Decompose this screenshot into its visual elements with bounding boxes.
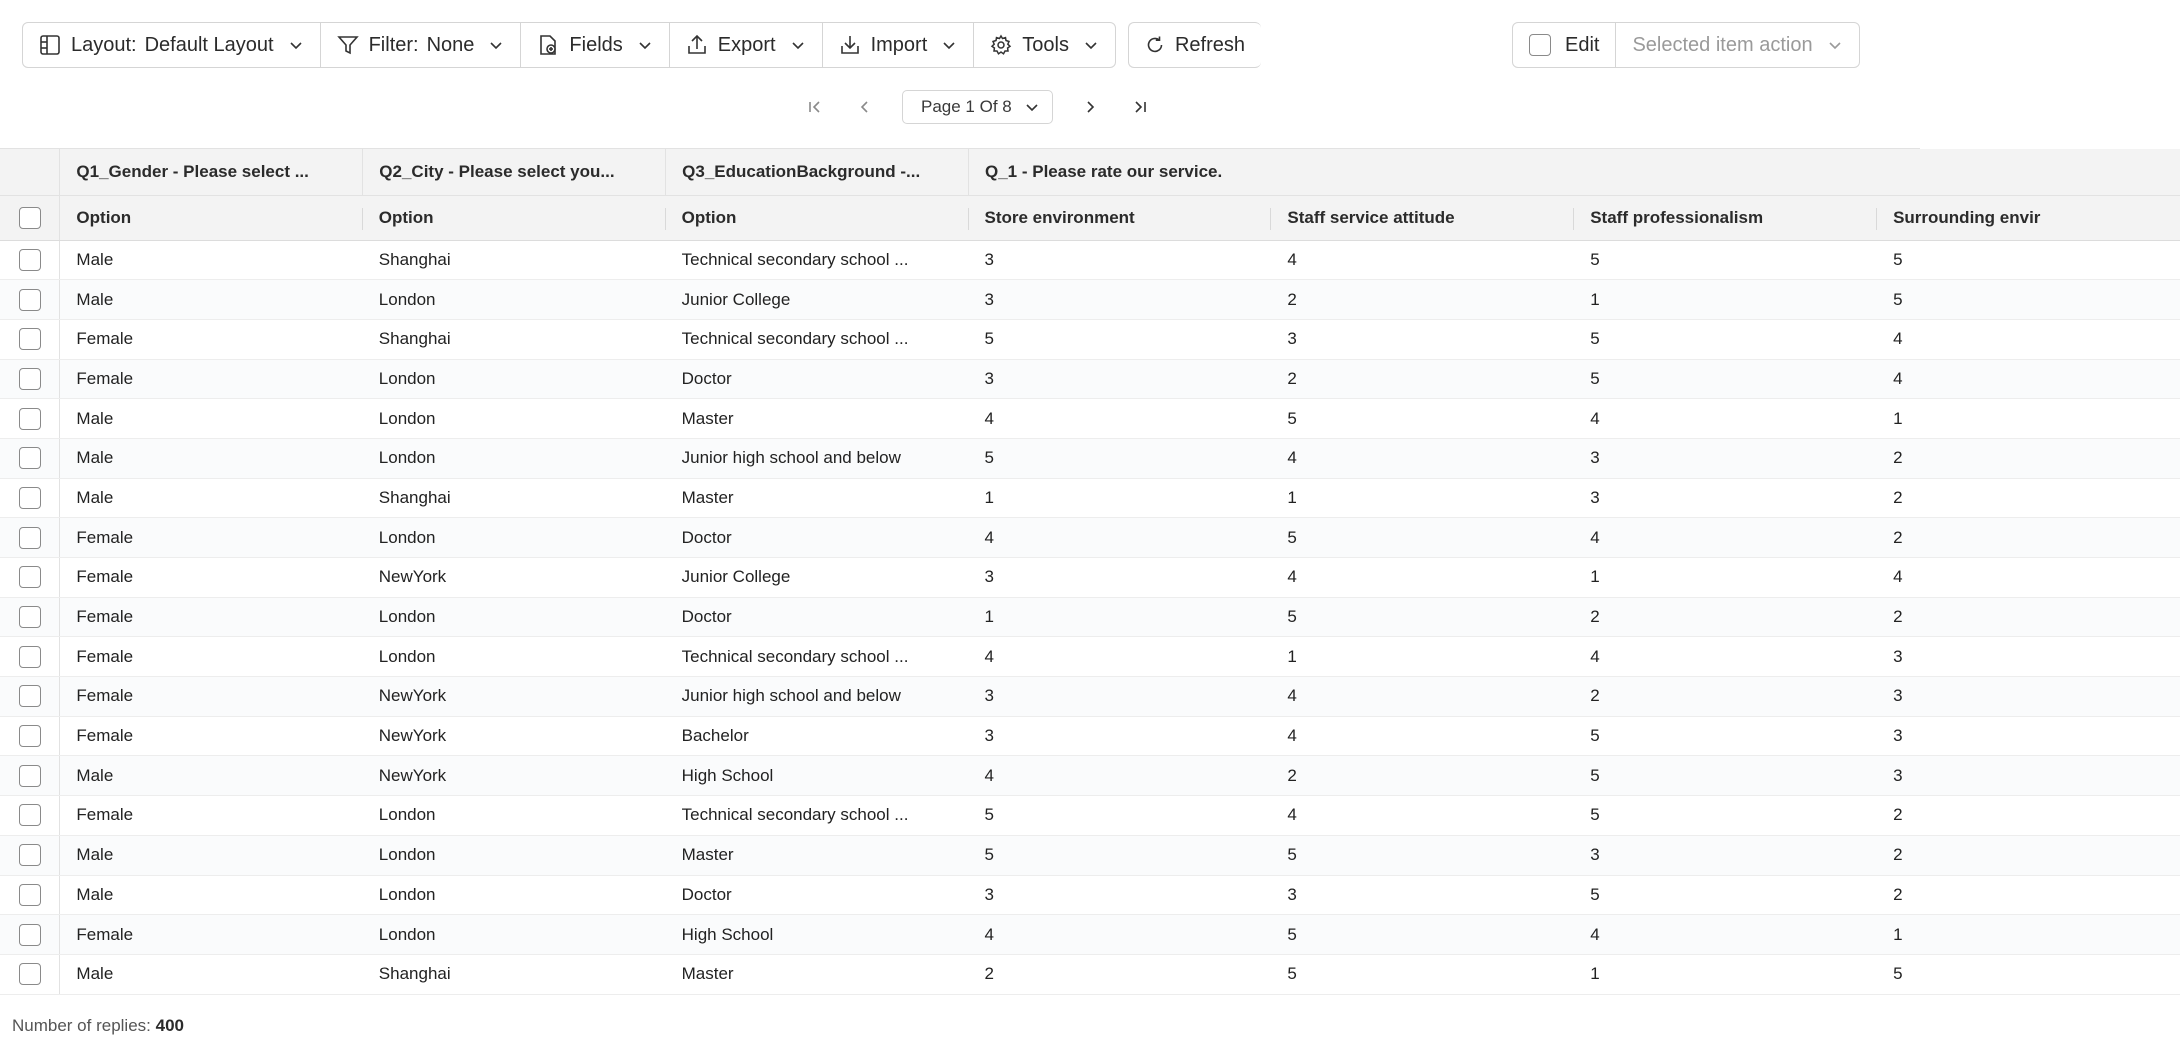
row-checkbox[interactable]	[19, 765, 41, 787]
table-cell[interactable]: Female	[60, 637, 363, 677]
reply-count-label: Number of replies:	[12, 1016, 151, 1035]
page-select-label: Page 1 Of 8	[921, 97, 1012, 116]
table-row[interactable]	[0, 399, 2180, 439]
table-cell[interactable]: 4	[969, 399, 1272, 439]
row-checkbox[interactable]	[19, 447, 41, 469]
table-cell[interactable]: 3	[969, 280, 1272, 320]
column-header[interactable]: Store environment	[969, 195, 1272, 240]
table-cell[interactable]: 4	[1877, 558, 2180, 598]
table-cell[interactable]: 5	[1574, 756, 1877, 796]
group-header-spacer	[0, 149, 60, 195]
table-cell[interactable]: 3	[969, 716, 1272, 756]
table-cell[interactable]: Doctor	[666, 518, 969, 558]
row-checkbox[interactable]	[19, 249, 41, 271]
edit-label: Edit	[1565, 33, 1600, 56]
table-row[interactable]	[0, 280, 2180, 320]
last-page-icon[interactable]	[1123, 90, 1157, 124]
refresh-icon	[1145, 35, 1165, 55]
table-cell[interactable]: Technical secondary school ...	[666, 637, 969, 677]
table-cell[interactable]: 2	[1877, 835, 2180, 875]
select-all-cell	[0, 195, 60, 240]
row-checkbox[interactable]	[19, 289, 41, 311]
table-cell[interactable]: 3	[969, 359, 1272, 399]
table-cell[interactable]: London	[363, 399, 666, 439]
table-cell[interactable]: 5	[1877, 280, 2180, 320]
table-cell[interactable]: 4	[1574, 915, 1877, 955]
chevron-down-icon	[1827, 37, 1843, 53]
table-cell[interactable]: Master	[666, 835, 969, 875]
table-cell[interactable]: Female	[60, 359, 363, 399]
table-cell[interactable]: London	[363, 796, 666, 836]
table-cell[interactable]: London	[363, 280, 666, 320]
layout-icon	[39, 34, 61, 56]
chevron-down-icon	[488, 37, 504, 53]
row-select-cell	[0, 875, 60, 915]
table-cell[interactable]: High School	[666, 915, 969, 955]
group-header-q-rating: Q_1 - Please rate our service.	[969, 149, 2180, 195]
table-cell[interactable]: 4	[1574, 399, 1877, 439]
page-select[interactable]	[902, 90, 1053, 124]
table-cell[interactable]: Doctor	[666, 875, 969, 915]
table-cell[interactable]: Shanghai	[363, 240, 666, 280]
table-row[interactable]	[0, 716, 2180, 756]
table-cell[interactable]: 2	[1877, 518, 2180, 558]
table-row[interactable]	[0, 478, 2180, 518]
row-select-cell	[0, 478, 60, 518]
table-cell[interactable]: 5	[969, 835, 1272, 875]
filter-icon	[337, 34, 359, 56]
table-cell[interactable]: Male	[60, 280, 363, 320]
filter-value: None	[426, 33, 475, 56]
table-cell[interactable]: London	[363, 359, 666, 399]
table-cell[interactable]: 2	[1877, 478, 2180, 518]
table-cell[interactable]: 5	[1271, 518, 1574, 558]
row-checkbox[interactable]	[19, 527, 41, 549]
row-checkbox[interactable]	[19, 606, 41, 628]
table-cell[interactable]: Master	[666, 399, 969, 439]
edit-checkbox[interactable]	[1529, 34, 1551, 56]
group-header-q1: Q1_Gender - Please select ...	[60, 149, 363, 195]
filter-dropdown[interactable]	[321, 23, 522, 67]
row-checkbox[interactable]	[19, 646, 41, 668]
table-cell[interactable]: 2	[1271, 280, 1574, 320]
table-cell[interactable]: Junior high school and below	[666, 438, 969, 478]
table-cell[interactable]: Male	[60, 240, 363, 280]
import-icon	[839, 34, 861, 56]
table-cell[interactable]: Bachelor	[666, 716, 969, 756]
row-select-cell	[0, 280, 60, 320]
table-cell[interactable]: 5	[1574, 359, 1877, 399]
first-page-icon[interactable]	[798, 90, 832, 124]
table-cell[interactable]: Male	[60, 399, 363, 439]
group-header-q3: Q3_EducationBackground -...	[666, 149, 969, 195]
row-checkbox[interactable]	[19, 685, 41, 707]
table-cell[interactable]: NewYork	[363, 558, 666, 598]
table-cell[interactable]: 3	[1877, 637, 2180, 677]
row-select-cell	[0, 399, 60, 439]
table-cell[interactable]: Female	[60, 796, 363, 836]
table-cell[interactable]: London	[363, 597, 666, 637]
table-cell[interactable]: 2	[1574, 597, 1877, 637]
chevron-down-icon	[790, 37, 806, 53]
table-cell[interactable]: 4	[969, 915, 1272, 955]
export-dropdown[interactable]	[670, 23, 823, 67]
table-cell[interactable]: 5	[1271, 399, 1574, 439]
table-cell[interactable]: 4	[969, 756, 1272, 796]
table-cell[interactable]: 3	[1574, 478, 1877, 518]
table-cell[interactable]: Technical secondary school ...	[666, 796, 969, 836]
table-cell[interactable]: High School	[666, 756, 969, 796]
table-cell[interactable]: 3	[1574, 835, 1877, 875]
table-row[interactable]	[0, 319, 2180, 359]
responses-table-container[interactable]	[0, 148, 2041, 984]
table-cell[interactable]: 2	[1271, 756, 1574, 796]
table-row[interactable]	[0, 677, 2180, 717]
responses-table	[0, 149, 2180, 995]
table-cell[interactable]: Male	[60, 438, 363, 478]
gear-icon	[990, 34, 1012, 56]
tools-dropdown[interactable]	[974, 23, 1115, 67]
chevron-down-icon	[1083, 37, 1099, 53]
toolbar	[22, 22, 1261, 68]
table-cell[interactable]: Female	[60, 518, 363, 558]
row-checkbox[interactable]	[19, 566, 41, 588]
selected-item-action-dropdown[interactable]	[1616, 23, 1858, 67]
table-cell[interactable]: Doctor	[666, 359, 969, 399]
table-cell[interactable]: Master	[666, 954, 969, 994]
select-all-checkbox[interactable]	[19, 207, 41, 229]
table-cell[interactable]: 5	[1574, 240, 1877, 280]
table-cell[interactable]: 2	[1877, 597, 2180, 637]
table-cell[interactable]: 3	[1271, 875, 1574, 915]
table-cell[interactable]: 5	[1271, 954, 1574, 994]
table-cell[interactable]: 4	[1574, 637, 1877, 677]
toolbar-button-group	[22, 22, 1116, 68]
table-row[interactable]	[0, 875, 2180, 915]
import-dropdown[interactable]	[823, 23, 975, 67]
table-cell[interactable]: 4	[1271, 558, 1574, 598]
table-cell[interactable]: 1	[1574, 558, 1877, 598]
table-cell[interactable]: 4	[1877, 319, 2180, 359]
table-cell[interactable]: 5	[1271, 597, 1574, 637]
table-cell[interactable]: Shanghai	[363, 319, 666, 359]
table-cell[interactable]: 1	[1271, 478, 1574, 518]
table-cell[interactable]: London	[363, 835, 666, 875]
pagination	[790, 90, 1165, 124]
question-header-row	[0, 149, 2180, 195]
table-cell[interactable]: 3	[969, 677, 1272, 717]
table-cell[interactable]: 3	[969, 875, 1272, 915]
row-select-cell	[0, 756, 60, 796]
row-checkbox[interactable]	[19, 884, 41, 906]
table-cell[interactable]: 4	[1877, 359, 2180, 399]
table-cell[interactable]: 5	[1271, 915, 1574, 955]
column-header[interactable]: Option	[363, 195, 666, 240]
row-select-cell	[0, 835, 60, 875]
table-row[interactable]	[0, 438, 2180, 478]
row-select-cell	[0, 558, 60, 598]
row-select-cell	[0, 240, 60, 280]
table-cell[interactable]: NewYork	[363, 716, 666, 756]
row-select-cell	[0, 677, 60, 717]
table-cell[interactable]: 5	[1574, 716, 1877, 756]
next-page-icon[interactable]	[1073, 90, 1107, 124]
table-row[interactable]	[0, 518, 2180, 558]
row-checkbox[interactable]	[19, 963, 41, 985]
table-cell[interactable]: 3	[1877, 756, 2180, 796]
row-select-cell	[0, 796, 60, 836]
table-row[interactable]	[0, 954, 2180, 994]
table-row[interactable]	[0, 597, 2180, 637]
table-cell[interactable]: Male	[60, 875, 363, 915]
table-cell[interactable]: 1	[1271, 637, 1574, 677]
table-cell[interactable]: 1	[969, 478, 1272, 518]
table-row[interactable]	[0, 359, 2180, 399]
row-checkbox[interactable]	[19, 725, 41, 747]
row-select-cell	[0, 716, 60, 756]
table-cell[interactable]: 2	[1877, 875, 2180, 915]
table-cell[interactable]: 4	[1271, 438, 1574, 478]
tools-label: Tools	[1022, 33, 1069, 56]
table-cell[interactable]: 2	[1877, 796, 2180, 836]
table-cell[interactable]: Female	[60, 597, 363, 637]
table-row[interactable]	[0, 637, 2180, 677]
table-cell[interactable]: NewYork	[363, 756, 666, 796]
row-checkbox[interactable]	[19, 328, 41, 350]
table-cell[interactable]: 4	[1574, 518, 1877, 558]
table-cell[interactable]: 5	[1574, 796, 1877, 836]
layout-value: Default Layout	[144, 33, 274, 56]
table-cell[interactable]: 3	[969, 558, 1272, 598]
table-cell[interactable]: 1	[969, 597, 1272, 637]
table-cell[interactable]: London	[363, 518, 666, 558]
table-cell[interactable]: Female	[60, 716, 363, 756]
chevron-down-icon	[941, 37, 957, 53]
row-select-cell	[0, 954, 60, 994]
table-cell[interactable]: 3	[1877, 677, 2180, 717]
chevron-down-icon	[1024, 99, 1040, 115]
table-cell[interactable]: 2	[969, 954, 1272, 994]
column-header[interactable]: Option	[60, 195, 363, 240]
row-select-cell	[0, 438, 60, 478]
table-cell[interactable]: 4	[1271, 716, 1574, 756]
table-body	[0, 240, 2180, 994]
row-select-cell	[0, 637, 60, 677]
group-header-q2: Q2_City - Please select you...	[363, 149, 666, 195]
table-cell[interactable]: 4	[969, 637, 1272, 677]
export-label: Export	[717, 33, 776, 56]
column-header[interactable]: Surrounding envir	[1877, 195, 2180, 240]
table-cell[interactable]: 3	[969, 240, 1272, 280]
chevron-down-icon	[288, 37, 304, 53]
table-cell[interactable]: Female	[60, 558, 363, 598]
table-cell[interactable]: London	[363, 875, 666, 915]
table-cell[interactable]: 4	[969, 518, 1272, 558]
table-cell[interactable]: Doctor	[666, 597, 969, 637]
table-cell[interactable]: Master	[666, 478, 969, 518]
table-cell[interactable]: 2	[1574, 677, 1877, 717]
row-checkbox[interactable]	[19, 408, 41, 430]
fields-icon	[537, 34, 559, 56]
column-header-row	[0, 195, 2180, 240]
chevron-down-icon	[637, 37, 653, 53]
selected-item-action-label: Selected item action	[1632, 33, 1813, 56]
table-cell[interactable]: Female	[60, 915, 363, 955]
row-checkbox[interactable]	[19, 804, 41, 826]
table-cell[interactable]: Shanghai	[363, 954, 666, 994]
table-cell[interactable]: 5	[969, 438, 1272, 478]
table-row[interactable]	[0, 756, 2180, 796]
table-cell[interactable]: 5	[1574, 875, 1877, 915]
table-cell[interactable]: Technical secondary school ...	[666, 240, 969, 280]
table-cell[interactable]: 5	[1574, 319, 1877, 359]
table-row[interactable]	[0, 558, 2180, 598]
table-cell[interactable]: 2	[1271, 359, 1574, 399]
table-cell[interactable]: 1	[1574, 954, 1877, 994]
table-cell[interactable]: 1	[1877, 915, 2180, 955]
refresh-label: Refresh	[1174, 33, 1245, 56]
table-cell[interactable]: 5	[969, 319, 1272, 359]
table-cell[interactable]: 3	[1574, 438, 1877, 478]
table-cell[interactable]: 1	[1574, 280, 1877, 320]
row-select-cell	[0, 597, 60, 637]
table-row[interactable]	[0, 240, 2180, 280]
layout-dropdown[interactable]	[23, 23, 321, 67]
table-cell[interactable]: Male	[60, 756, 363, 796]
table-cell[interactable]: 5	[1877, 954, 2180, 994]
table-cell[interactable]: 4	[1271, 240, 1574, 280]
row-select-cell	[0, 915, 60, 955]
table-row[interactable]	[0, 915, 2180, 955]
reply-count	[12, 1016, 184, 1036]
table-cell[interactable]: Junior College	[666, 558, 969, 598]
table-cell[interactable]: Male	[60, 835, 363, 875]
export-icon	[686, 34, 708, 56]
table-cell[interactable]: 3	[1271, 319, 1574, 359]
table-cell[interactable]: Male	[60, 954, 363, 994]
row-checkbox[interactable]	[19, 368, 41, 390]
fields-label: Fields	[569, 33, 623, 56]
table-cell[interactable]: 2	[1877, 438, 2180, 478]
import-label: Import	[870, 33, 928, 56]
row-checkbox[interactable]	[19, 844, 41, 866]
row-checkbox[interactable]	[19, 924, 41, 946]
table-cell[interactable]: 5	[1271, 835, 1574, 875]
layout-label: Layout:	[71, 33, 137, 56]
table-row[interactable]	[0, 796, 2180, 836]
filter-label: Filter:	[368, 33, 419, 56]
table-cell[interactable]: Male	[60, 478, 363, 518]
refresh-button[interactable]	[1128, 22, 1261, 68]
reply-count-value: 400	[155, 1016, 184, 1035]
table-cell[interactable]: Junior high school and below	[666, 677, 969, 717]
column-header[interactable]: Staff service attitude	[1271, 195, 1574, 240]
table-cell[interactable]: 4	[1271, 677, 1574, 717]
row-select-cell	[0, 359, 60, 399]
table-cell[interactable]: Female	[60, 677, 363, 717]
table-cell[interactable]: 5	[1877, 240, 2180, 280]
table-cell[interactable]: 1	[1877, 399, 2180, 439]
table-cell[interactable]: Female	[60, 319, 363, 359]
table-cell[interactable]: 3	[1877, 716, 2180, 756]
table-cell[interactable]: London	[363, 915, 666, 955]
table-cell[interactable]: London	[363, 637, 666, 677]
row-select-cell	[0, 518, 60, 558]
column-header[interactable]: Option	[666, 195, 969, 240]
table-cell[interactable]: Shanghai	[363, 478, 666, 518]
table-row[interactable]	[0, 835, 2180, 875]
row-checkbox[interactable]	[19, 487, 41, 509]
table-cell[interactable]: Technical secondary school ...	[666, 319, 969, 359]
table-cell[interactable]: London	[363, 438, 666, 478]
table-cell[interactable]: Junior College	[666, 280, 969, 320]
selection-toolbar	[1512, 22, 1860, 68]
fields-dropdown[interactable]	[521, 23, 669, 67]
row-select-cell	[0, 319, 60, 359]
table-cell[interactable]: NewYork	[363, 677, 666, 717]
column-header[interactable]: Staff professionalism	[1574, 195, 1877, 240]
table-cell[interactable]: 4	[1271, 796, 1574, 836]
table-cell[interactable]: 5	[969, 796, 1272, 836]
prev-page-icon[interactable]	[848, 90, 882, 124]
edit-toggle[interactable]	[1513, 23, 1616, 67]
